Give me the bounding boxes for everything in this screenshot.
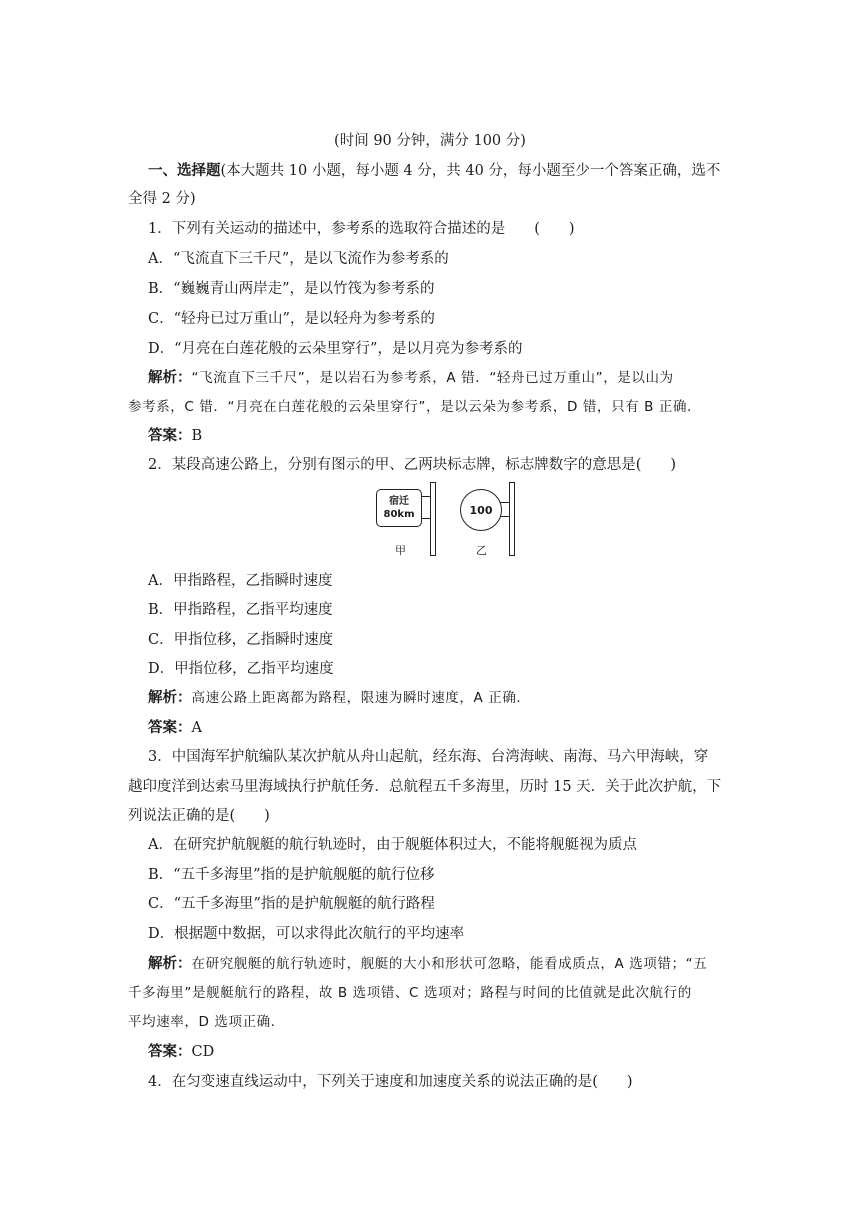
- section-description: (本大题共 10 小题，每小题 4 分，共 40 分，每小题至少一个答案正确，选不: [220, 163, 721, 179]
- analysis-label: 解析：: [148, 955, 192, 972]
- section-intro: [148, 161, 720, 181]
- distance-sign-distance: 80km: [383, 509, 415, 520]
- answer-value: B: [191, 428, 203, 444]
- q2-option-d: D．甲指位移，乙指平均速度: [148, 661, 334, 677]
- q3-analysis-cont: 平均速率，D 选项正确．: [128, 1014, 285, 1030]
- q2-option-b: B．甲指路程，乙指平均速度: [148, 602, 333, 618]
- q2-option-c: C．甲指位移，乙指瞬时速度: [148, 632, 334, 648]
- q3-analysis: [148, 954, 707, 974]
- q1-option-d: D．“月亮在白莲花般的云朵里穿行”，是以月亮为参考系的: [148, 341, 523, 357]
- answer-label: 答案：: [148, 719, 192, 736]
- section-heading: 一、选择题: [148, 162, 221, 179]
- q1-stem: 1．下列有关运动的描述中，参考系的选取符合描述的是 ( ): [148, 221, 575, 237]
- sign-post-right: [509, 482, 515, 556]
- road-signs-figure: [366, 482, 526, 562]
- analysis-text: 在研究舰艇的航行轨迹时，舰艇的大小和形状可忽略，能看成质点，A 选项错；“五: [191, 956, 708, 972]
- answer-label: 答案：: [148, 427, 192, 444]
- analysis-label: 解析：: [148, 689, 192, 706]
- q3-answer: [148, 1042, 214, 1062]
- section-description-cont: 全得 2 分): [128, 191, 196, 207]
- q3-stem-cont: 越印度洋到达索马里海域执行护航任务．总航程五千多海里，历时 15 天．关于此次护航，下: [128, 779, 722, 795]
- figure-label-jia: 甲: [395, 544, 406, 557]
- q1-option-c: C．“轻舟已过万重山”，是以轻舟为参考系的: [148, 311, 435, 327]
- q3-stem-cont: 列说法正确的是( ): [128, 808, 270, 824]
- distance-sign-place: 宿迁: [389, 496, 409, 507]
- sign-bracket: [500, 516, 510, 517]
- q2-analysis: [148, 688, 531, 708]
- figure-label-yi: 乙: [476, 544, 487, 557]
- exam-subtitle: (时间 90 分钟，满分 100 分): [334, 133, 526, 149]
- speed-limit-sign: [460, 489, 502, 531]
- q1-answer: [148, 426, 202, 446]
- answer-label: 答案：: [148, 1043, 192, 1060]
- q3-option-a: A．在研究护航舰艇的航行轨迹时，由于舰艇体积过大，不能将舰艇视为质点: [148, 837, 637, 853]
- q1-option-b: B．“巍巍青山两岸走”，是以竹筏为参考系的: [148, 281, 435, 297]
- q2-answer: [148, 718, 202, 738]
- speed-limit-value: 100: [469, 503, 493, 517]
- q2-stem: 2．某段高速公路上，分别有图示的甲、乙两块标志牌，标志牌数字的意思是( ): [148, 457, 677, 473]
- analysis-label: 解析：: [148, 369, 192, 386]
- q3-option-d: D．根据题中数据，可以求得此次航行的平均速率: [148, 926, 465, 942]
- q3-option-b: B．“五千多海里”指的是护航舰艇的航行位移: [148, 867, 435, 883]
- answer-value: CD: [191, 1044, 215, 1060]
- distance-sign: [376, 489, 422, 527]
- answer-value: A: [191, 720, 202, 736]
- q3-option-c: C．“五千多海里”指的是护航舰艇的航行路程: [148, 896, 435, 912]
- q3-analysis-cont: 千多海里”是舰艇航行的路程，故 B 选项错、C 选项对；路程与时间的比值就是此次航行的: [128, 985, 692, 1001]
- q1-analysis-cont: 参考系，C 错．“月亮在白莲花般的云朵里穿行”，是以云朵为参考系，D 错，只有 B 正确．: [128, 399, 702, 415]
- q3-stem: 3．中国海军护航编队某次护航从舟山起航，经东海、台湾海峡、南海、马六甲海峡，穿: [148, 749, 709, 765]
- analysis-text: 高速公路上距离都为路程，限速为瞬时速度，A 正确．: [191, 690, 531, 706]
- q2-option-a: A．甲指路程，乙指瞬时速度: [148, 573, 333, 589]
- q1-option-a: A．“飞流直下三千尺”，是以飞流作为参考系的: [148, 251, 449, 267]
- sign-bracket: [500, 502, 510, 503]
- q1-analysis: [148, 368, 674, 388]
- analysis-text: “飞流直下三千尺”，是以岩石为参考系，A 错．“轻舟已过万重山”，是以山为: [191, 370, 674, 386]
- q4-stem: 4．在匀变速直线运动中，下列关于速度和加速度关系的说法正确的是( ): [148, 1074, 633, 1090]
